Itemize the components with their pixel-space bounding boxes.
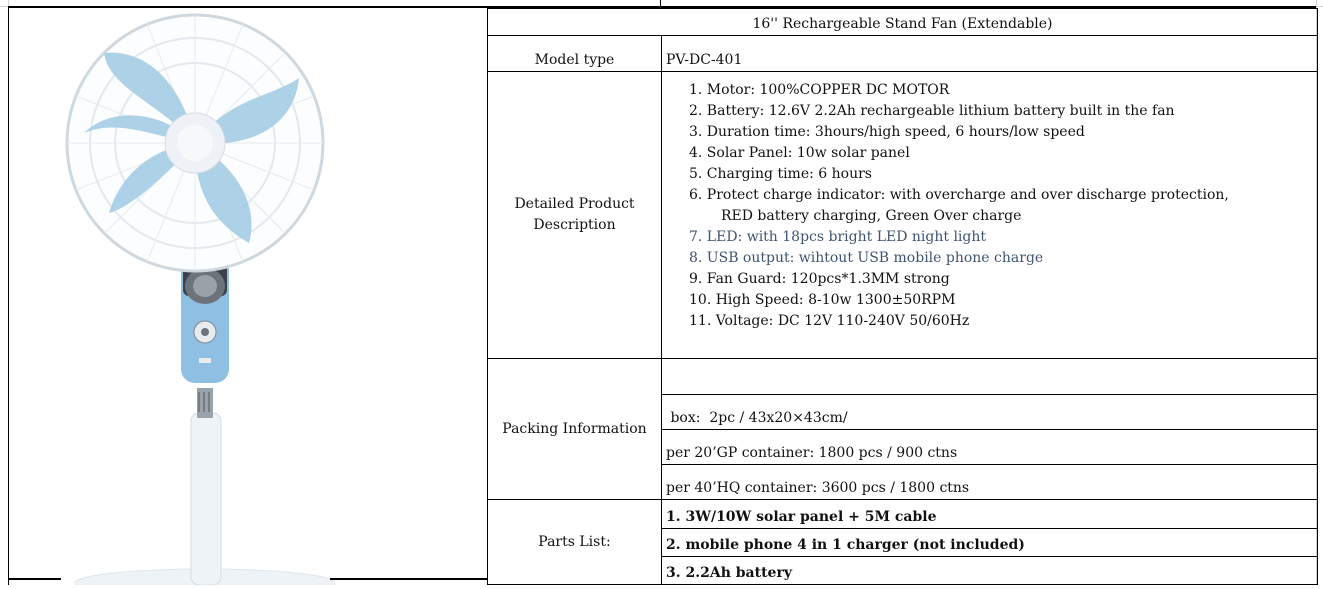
packing-item: per 20’GP container: 1800 pcs / 900 ctns xyxy=(662,429,1318,464)
description-item: 6. Protect charge indicator: with overcharge and over discharge protection, xyxy=(689,187,1229,204)
description-item: 10. High Speed: 8-10w 1300±50RPM xyxy=(689,292,956,309)
stand-fan-image xyxy=(9,8,487,585)
description-item: 4. Solar Panel: 10w solar panel xyxy=(689,145,910,162)
parts-item: 3. 2.2Ah battery xyxy=(662,556,1318,584)
cell-border xyxy=(330,578,488,580)
parts-item: 1. 3W/10W solar panel + 5M cable xyxy=(662,500,1318,528)
description-item: 11. Voltage: DC 12V 110-240V 50/60Hz xyxy=(689,313,970,330)
product-image-cell xyxy=(9,8,488,585)
model-value: PV-DC-401 xyxy=(662,36,1318,72)
description-item: 8. USB output: wihtout USB mobile phone charge xyxy=(689,250,1044,267)
description-label: Detailed Product Description xyxy=(488,72,662,359)
packing-label: Packing Information xyxy=(488,359,662,500)
model-label: Model type xyxy=(488,36,662,72)
parts-label: Parts List: xyxy=(488,500,662,585)
parts-item: 2. mobile phone 4 in 1 charger (not included) xyxy=(662,528,1318,556)
description-item: 1. Motor: 100%COPPER DC MOTOR xyxy=(689,82,950,99)
packing-item: box: 2pc / 43x20×43cm/ xyxy=(662,394,1318,429)
description-item: 7. LED: with 18pcs bright LED night light xyxy=(689,229,987,246)
product-title-cell: 16'' Rechargeable Stand Fan (Extendable) xyxy=(488,9,1318,36)
description-item: 2. Battery: 12.6V 2.2Ah rechargeable lithium battery built in the fan xyxy=(689,103,1175,120)
packing-item: per 40’HQ container: 3600 pcs / 1800 ctns xyxy=(662,465,1318,500)
packing-item xyxy=(662,359,1318,394)
description-cell xyxy=(662,72,1318,359)
description-item: RED battery charging, Green Over charge xyxy=(721,208,1022,225)
description-item: 5. Charging time: 6 hours xyxy=(689,166,872,183)
description-list xyxy=(662,72,1317,350)
description-item: 9. Fan Guard: 120pcs*1.3MM strong xyxy=(689,271,950,288)
spec-table xyxy=(487,8,1318,585)
description-item: 3. Duration time: 3hours/high speed, 6 hours/low speed xyxy=(689,124,1085,141)
cell-border xyxy=(9,578,61,580)
